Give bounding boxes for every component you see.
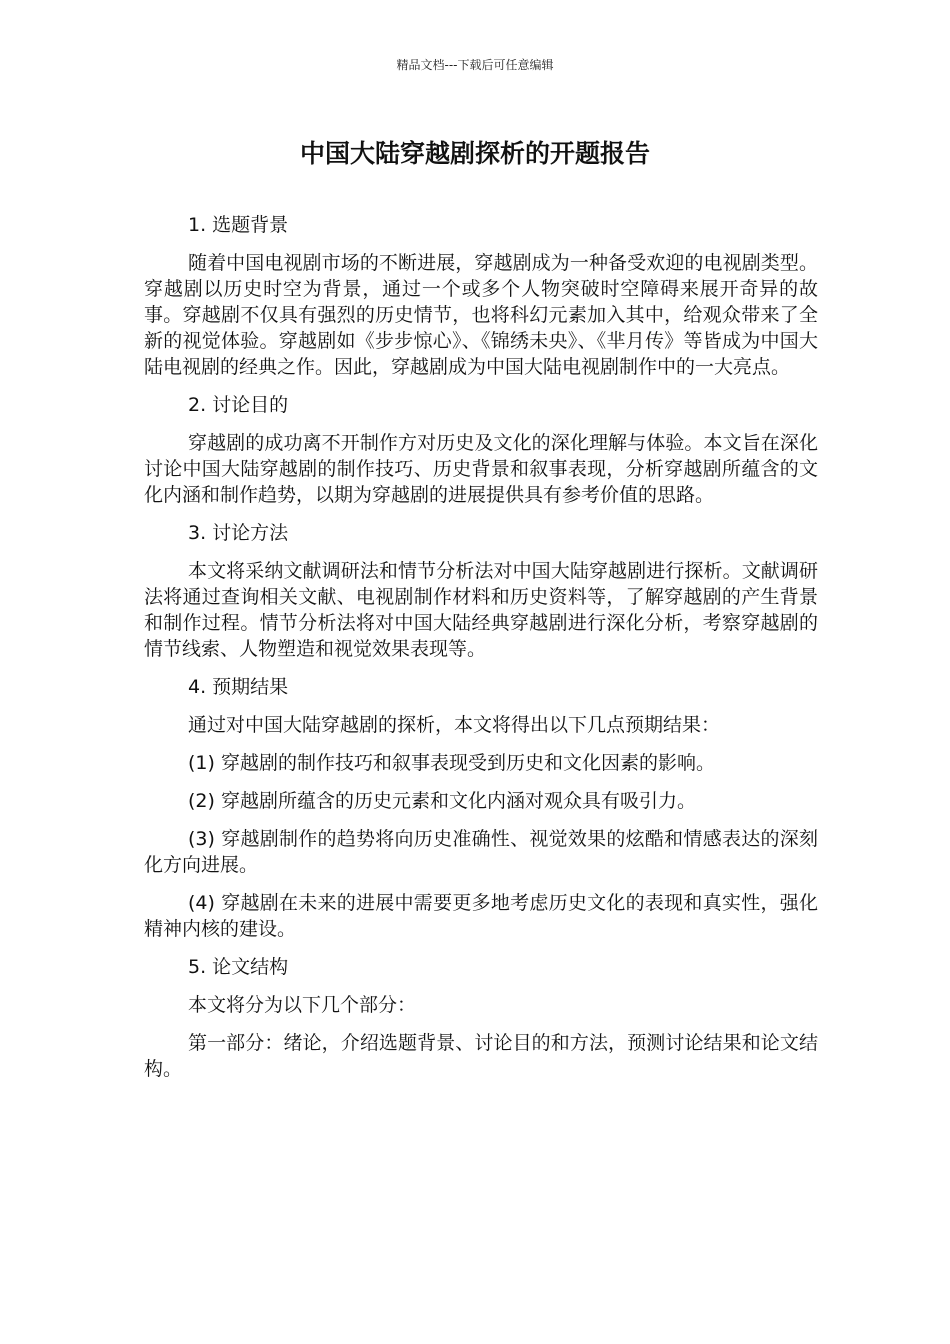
paragraph-expected-results-intro: 通过对中国大陆穿越剧的探析，本文将得出以下几点预期结果： — [188, 714, 721, 736]
section-heading-background: 1. 选题背景 — [188, 214, 289, 236]
paragraph-background: 随着中国电视剧市场的不断进展，穿越剧成为一种备受欢迎的电视剧类型。穿越剧以历史时空为背景，通过一个或多个人物突破时空障碍来展开奇异的故事。穿越剧不仅具有强烈的历史情节，也将科幻元素加入其中，给观众带来了全新的视觉体验。穿越剧如《步步惊心》、《锦绣未央》、《芈月传》等皆成为中国大陆电视剧的经典之作。因此，穿越剧成为中国大陆电视剧制作中的一大亮点。 — [144, 252, 818, 378]
expected-result-item-4: (4) 穿越剧在未来的进展中需要更多地考虑历史文化的表现和真实性，强化精神内核的建设。 — [144, 892, 818, 940]
expected-result-item-1: (1) 穿越剧的制作技巧和叙事表现受到历史和文化因素的影响。 — [188, 752, 715, 774]
section-heading-method: 3. 讨论方法 — [188, 522, 289, 544]
expected-result-item-2: (2) 穿越剧所蕴含的历史元素和文化内涵对观众具有吸引力。 — [188, 790, 696, 812]
page-header: 精品文档---下载后可任意编辑 — [396, 58, 554, 72]
paragraph-structure-intro: 本文将分为以下几个部分： — [188, 994, 417, 1016]
section-heading-structure: 5. 论文结构 — [188, 956, 289, 978]
expected-result-item-3: (3) 穿越剧制作的趋势将向历史准确性、视觉效果的炫酷和情感表达的深刻化方向进展。 — [144, 828, 818, 876]
section-heading-purpose: 2. 讨论目的 — [188, 394, 289, 416]
paragraph-structure-part-1: 第一部分：绪论，介绍选题背景、讨论目的和方法，预测讨论结果和论文结构。 — [144, 1032, 818, 1080]
section-heading-expected-results: 4. 预期结果 — [188, 676, 289, 698]
document-title: 中国大陆穿越剧探析的开题报告 — [299, 139, 650, 168]
paragraph-method: 本文将采纳文献调研法和情节分析法对中国大陆穿越剧进行探析。文献调研法将通过查询相关文献、电视剧制作材料和历史资料等，了解穿越剧的产生背景和制作过程。情节分析法将对中国大陆经典穿越剧进行深化分析，考察穿越剧的情节线索、人物塑造和视觉效果表现等。 — [144, 560, 818, 660]
paragraph-purpose: 穿越剧的成功离不开制作方对历史及文化的深化理解与体验。本文旨在深化讨论中国大陆穿越剧的制作技巧、历史背景和叙事表现，分析穿越剧所蕴含的文化内涵和制作趋势，以期为穿越剧的进展提供具有参考价值的思路。 — [144, 432, 818, 506]
document-body — [144, 212, 818, 1082]
